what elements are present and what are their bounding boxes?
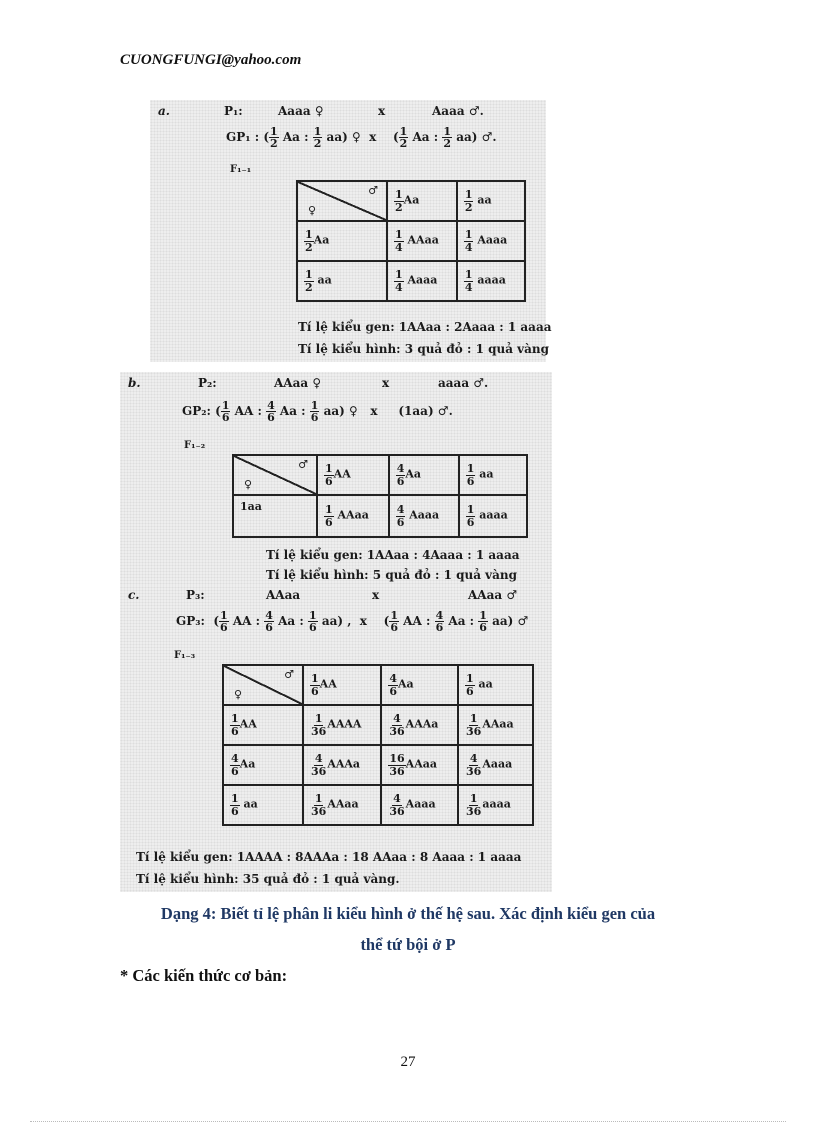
fraction: $\frac{1}{2}$ — [313, 125, 322, 151]
part-b-f-label: F₁₋₂ — [184, 440, 206, 451]
part-c-p-female: AAaa — [266, 588, 301, 602]
table-cell: $\frac{16}{36}$ AAaa — [381, 745, 458, 785]
row-header: $\frac{1}{2}$ aa — [297, 261, 387, 301]
part-a-p-female: Aaaa ♀ — [278, 104, 324, 118]
part-b-label: b. — [128, 376, 141, 390]
part-a-label: a. — [158, 104, 170, 118]
male-symbol: ♂ — [284, 668, 294, 681]
fraction: $\frac{1}{2}$ — [443, 125, 452, 151]
part-c-p-label: P₃: — [186, 588, 205, 602]
part-c-f-label: F₁₋₃ — [174, 650, 196, 661]
diagonal-header-cell — [297, 181, 387, 221]
row-header: $\frac{1}{6}$ aa — [223, 785, 303, 825]
part-c-cross-x: x — [372, 588, 380, 602]
part-c-gametes: GP₃: ( $\frac{1}{6}$ AA : $\frac{4}{6}$ Aa : $\frac{1}{6}$ aa) , x ( $\frac{1}{6}$ AA : $\frac{4}{6}$ Aa : $\frac{1}{6}$ aa) ♂ — [176, 609, 529, 635]
male-symbol: ♂ — [298, 458, 308, 471]
table-cell: $\frac{4}{36}$ Aaaa — [381, 785, 458, 825]
subsection-heading: * Các kiến thức cơ bản: — [120, 966, 288, 985]
table-cell: $\frac{1}{36}$ AAAA — [303, 705, 381, 745]
part-c-phenotype-ratio: Tí lệ kiểu hình: 35 quả đỏ : 1 quả vàng. — [136, 872, 400, 886]
column-header: $\frac{1}{2}$ Aa — [387, 181, 457, 221]
part-a-genotype-ratio: Tí lệ kiểu gen: 1AAaa : 2Aaaa : 1 aaaa — [298, 320, 552, 334]
part-a-p-label: P₁: — [224, 104, 243, 118]
row-header: $\frac{1}{6}$ AA — [223, 705, 303, 745]
part-a-cross-x: x — [378, 104, 386, 118]
table-cell: $\frac{1}{4}$ aaaa — [457, 261, 525, 301]
part-a-gametes: GP₁ : ( $\frac{1}{2}$ Aa : $\frac{1}{2}$ aa) ♀ x ( $\frac{1}{2}$ Aa : $\frac{1}{2}$ aa) ♂. — [226, 125, 497, 151]
diagonal-header-cell — [233, 455, 317, 495]
row-header: $\frac{1}{2}$ Aa — [297, 221, 387, 261]
part-b-gametes: GP₂: ( $\frac{1}{6}$ AA : $\frac{4}{6}$ Aa : $\frac{1}{6}$ aa) ♀ x (1aa) ♂. — [182, 399, 453, 425]
table-cell: $\frac{4}{36}$ Aaaa — [458, 745, 533, 785]
header-email: CUONGFUNGI@yahoo.com — [120, 52, 302, 68]
table-cell: $\frac{4}{36}$ AAAa — [381, 705, 458, 745]
table-cell: $\frac{1}{36}$ AAaa — [458, 705, 533, 745]
column-header: $\frac{4}{6}$ Aa — [389, 455, 459, 495]
table-cell: $\frac{1}{6}$ aaaa — [459, 495, 527, 537]
female-symbol: ♀ — [308, 204, 317, 217]
part-b-phenotype-ratio: Tí lệ kiểu hình: 5 quả đỏ : 1 quả vàng — [266, 568, 518, 582]
column-header: $\frac{4}{6}$ Aa — [381, 665, 458, 705]
part-b-p-label: P₂: — [198, 376, 217, 390]
figure-part-c — [120, 586, 552, 892]
male-symbol: ♂ — [368, 184, 378, 197]
fraction: $\frac{1}{2}$ — [270, 125, 278, 151]
punnett-square-a — [296, 180, 526, 302]
table-cell: $\frac{1}{4}$ AAaa — [387, 221, 457, 261]
figure-part-b — [120, 372, 552, 586]
table-cell: $\frac{1}{4}$ Aaaa — [457, 221, 525, 261]
punnett-square-c — [222, 664, 534, 826]
footer-divider — [30, 1121, 786, 1122]
column-header: $\frac{1}{6}$ aa — [459, 455, 527, 495]
column-header: $\frac{1}{6}$ AA — [317, 455, 389, 495]
column-header: $\frac{1}{6}$ AA — [303, 665, 381, 705]
female-symbol: ♀ — [234, 688, 243, 701]
row-header: 1aa — [233, 495, 317, 537]
part-c-genotype-ratio: Tí lệ kiểu gen: 1AAAA : 8AAAa : 18 AAaa : 8 Aaaa : 1 aaaa — [136, 850, 522, 864]
figure-part-a — [150, 100, 552, 362]
row-header: $\frac{4}{6}$ Aa — [223, 745, 303, 785]
part-a-gp-label: GP₁ : ( — [226, 130, 269, 145]
part-b-p-female: AAaa ♀ — [274, 376, 322, 390]
table-cell: $\frac{1}{4}$ Aaaa — [387, 261, 457, 301]
part-a-f-label: F₁₋₁ — [230, 164, 252, 175]
part-c-p-male: AAaa ♂ — [468, 588, 518, 602]
part-a-p-male: Aaaa ♂. — [432, 104, 484, 118]
table-cell: $\frac{4}{36}$ AAAa — [303, 745, 381, 785]
part-c-label: c. — [128, 588, 140, 602]
section-heading-line-2: thể tứ bội ở P — [360, 935, 456, 954]
part-b-gp-label: GP₂: ( — [182, 404, 221, 419]
column-header: $\frac{1}{2}$ aa — [457, 181, 525, 221]
page-number: 27 — [400, 1054, 416, 1070]
part-b-cross-x: x — [382, 376, 390, 390]
part-b-genotype-ratio: Tí lệ kiểu gen: 1AAaa : 4Aaaa : 1 aaaa — [266, 548, 520, 562]
fraction: $\frac{1}{2}$ — [399, 125, 408, 151]
section-heading-line-1: Dạng 4: Biết tỉ lệ phân li kiểu hình ở thế hệ sau. Xác định kiểu gen của — [160, 904, 656, 923]
part-b-p-male: aaaa ♂. — [438, 376, 489, 390]
punnett-square-b — [232, 454, 528, 538]
table-cell: $\frac{4}{6}$ Aaaa — [389, 495, 459, 537]
part-b-gp-male: (1aa) ♂. — [398, 404, 453, 419]
table-cell: $\frac{1}{36}$ aaaa — [458, 785, 533, 825]
column-header: $\frac{1}{6}$ aa — [458, 665, 533, 705]
diagonal-header-cell — [223, 665, 303, 705]
part-c-gp-label: GP₃: — [176, 614, 205, 629]
table-cell: $\frac{1}{36}$ AAaa — [303, 785, 381, 825]
female-symbol: ♀ — [244, 478, 253, 491]
table-cell: $\frac{1}{6}$ AAaa — [317, 495, 389, 537]
part-a-phenotype-ratio: Tí lệ kiểu hình: 3 quả đỏ : 1 quả vàng — [298, 342, 550, 356]
